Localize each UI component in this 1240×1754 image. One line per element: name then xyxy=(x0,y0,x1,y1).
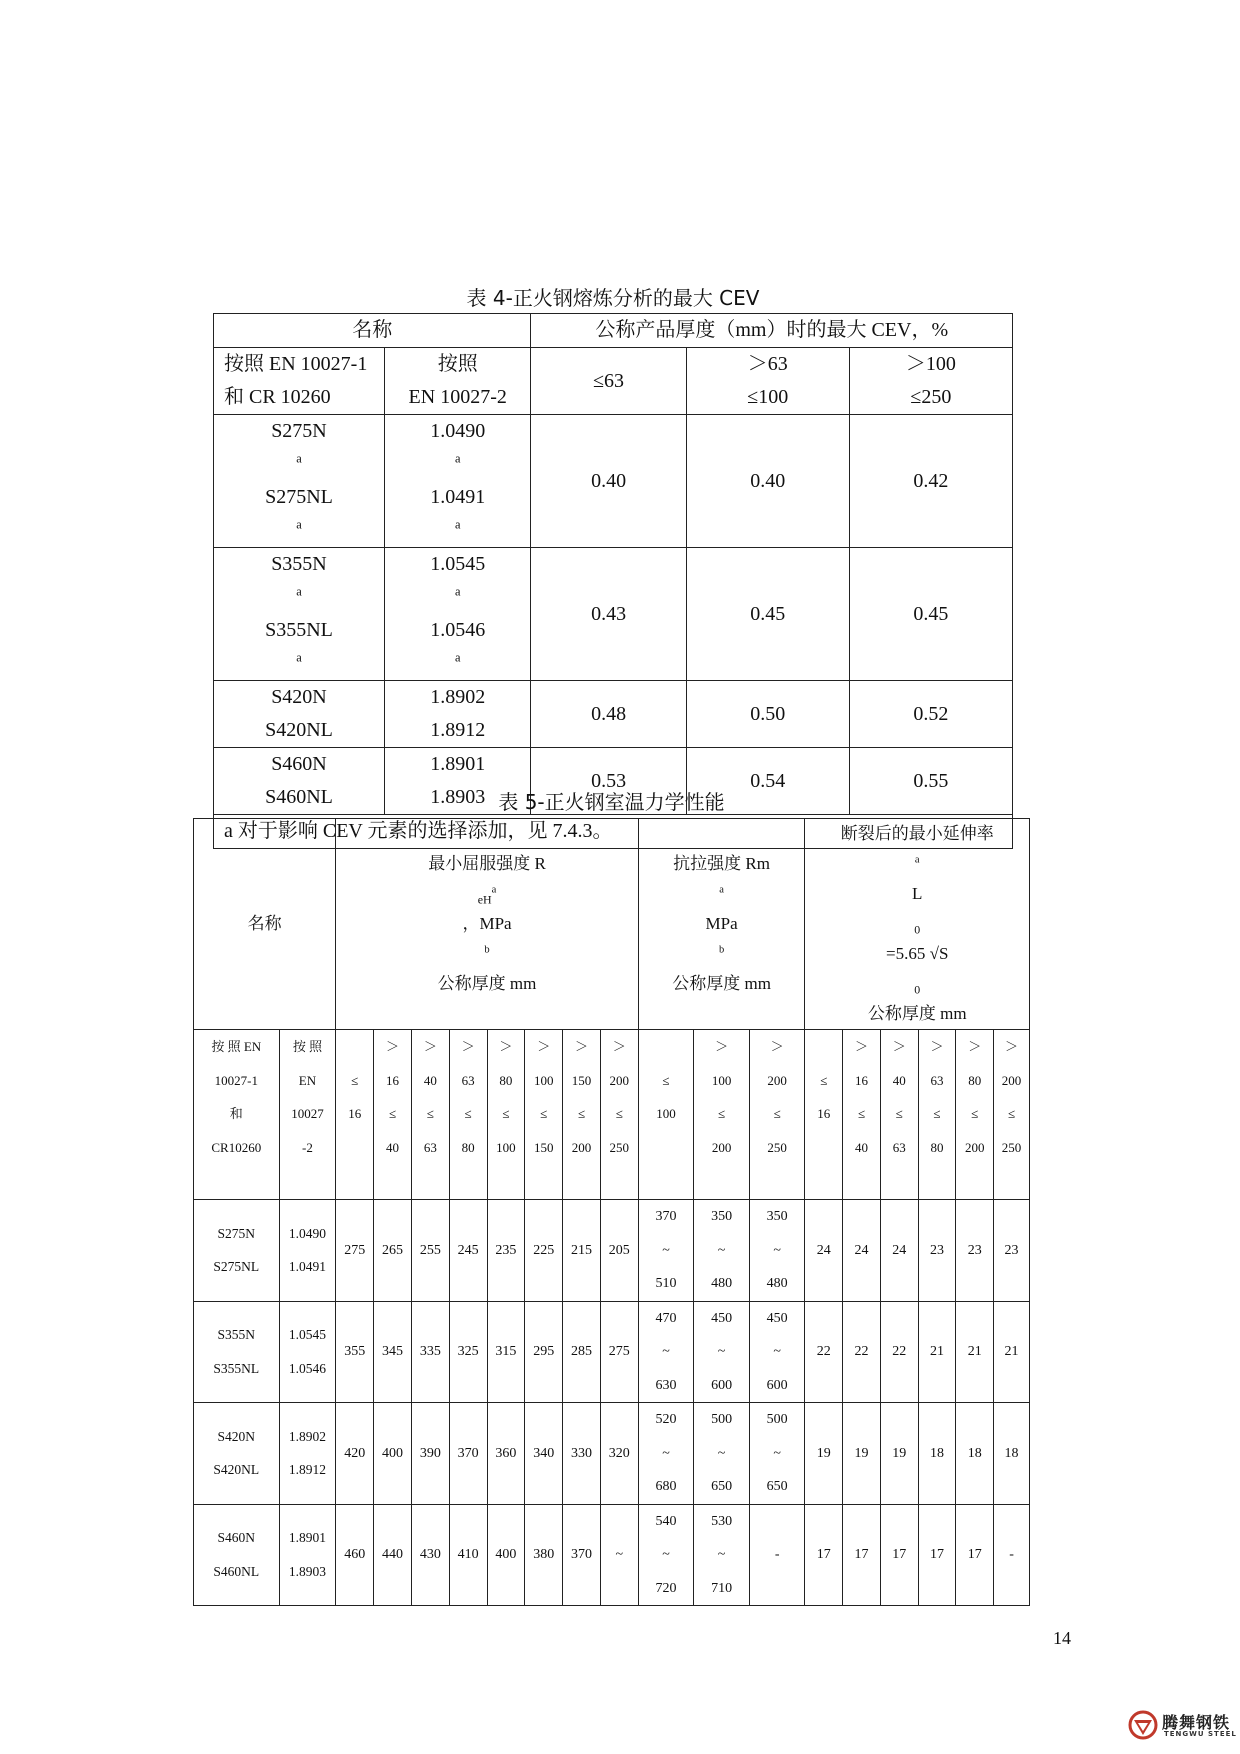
material-number: 1.0546 xyxy=(430,619,486,641)
table4-cev-value: 0.48 xyxy=(531,681,686,748)
table5-elongation-value: 21 xyxy=(994,1301,1030,1403)
grade-name: S355NL xyxy=(265,619,333,641)
table4-grade-names xyxy=(214,681,385,748)
grade-name: S460N xyxy=(217,1530,256,1546)
footnote-mark: a xyxy=(296,650,302,665)
table5-elongation-value: 19 xyxy=(843,1403,881,1505)
table5-elongation-value: 18 xyxy=(994,1403,1030,1505)
table4-sub-c4: ＞63 ≤100 xyxy=(686,348,849,415)
tengwu-logo-icon xyxy=(1128,1710,1158,1740)
table5-yield-value: 345 xyxy=(374,1301,412,1403)
table4-row xyxy=(214,548,1013,681)
table5-elongation-value: 17 xyxy=(880,1504,918,1606)
table5-caption: 表 5-正火钢室温力学性能 xyxy=(498,790,725,814)
footnote-mark: a xyxy=(296,584,302,599)
table5-sub-elong-range: ＞ 80 ≤ 200 xyxy=(956,1030,994,1200)
table4-cev-value: 0.40 xyxy=(531,415,686,548)
table4-caption: 表 4-正火钢熔炼分析的最大 CEV xyxy=(466,286,760,310)
table5-sub-name2: 按 照 EN 10027 -2 xyxy=(279,1030,336,1200)
table5-elongation-value: 23 xyxy=(956,1200,994,1302)
table4-cev-value: 0.50 xyxy=(686,681,849,748)
table5-yield-value: 330 xyxy=(563,1403,601,1505)
material-number: 1.8902 xyxy=(288,1428,326,1444)
table5-yield-value: 235 xyxy=(487,1200,525,1302)
table5-grade-names xyxy=(194,1301,280,1403)
table4-cev-value: 0.54 xyxy=(686,748,849,815)
table5-yield-value: 275 xyxy=(600,1301,638,1403)
table5-sub-tensile-range: ＞ 200 ≤ 250 xyxy=(749,1030,805,1200)
table5-elongation-value: 23 xyxy=(994,1200,1030,1302)
table5-tensile-value: 470 ~ 630 xyxy=(638,1301,694,1403)
table5-material-numbers xyxy=(279,1403,336,1505)
table5-tensile-value: 530 ~ 710 xyxy=(694,1504,750,1606)
table5-sub-yield-range: ≤ 16 xyxy=(336,1030,374,1200)
footnote-mark: a xyxy=(454,584,461,599)
material-number: 1.0490 xyxy=(288,1225,326,1241)
table4-material-numbers xyxy=(384,681,531,748)
table5-yield-value: 245 xyxy=(449,1200,487,1302)
table5-row xyxy=(194,1403,1030,1505)
footnote-mark: a xyxy=(454,650,461,665)
table5-elongation-value: 18 xyxy=(918,1403,956,1505)
table4-sub-c3: ≤63 xyxy=(531,348,686,415)
table4-sub-c5: ＞100 ≤250 xyxy=(849,348,1012,415)
table5-elongation-value: 19 xyxy=(805,1403,843,1505)
table4 xyxy=(213,313,1013,849)
table5-header-name: 名称 xyxy=(194,819,336,1030)
material-number: 1.0545 xyxy=(430,553,486,575)
grade-name: S460NL xyxy=(265,786,333,808)
table4-header-name: 名称 xyxy=(214,314,531,348)
table5-sub-yield-range: ＞ 63 ≤ 80 xyxy=(449,1030,487,1200)
table5-yield-value: 390 xyxy=(411,1403,449,1505)
table4-cev-value: 0.53 xyxy=(531,748,686,815)
table5-elongation-value: 21 xyxy=(956,1301,994,1403)
table5-sub-elong-range: ＞ 200 ≤ 250 xyxy=(994,1030,1030,1200)
material-number: 1.0545 xyxy=(288,1327,326,1343)
material-number: 1.8902 xyxy=(430,686,486,708)
table5-header-yield: 最小屈服强度 R $_{eH}^a$ ，MPa $^b$ 公称厚度 mm xyxy=(336,819,638,1030)
table5-tensile-value: 500 ~ 650 xyxy=(694,1403,750,1505)
footnote-mark: a xyxy=(454,451,461,466)
table5-yield-value: 400 xyxy=(487,1504,525,1606)
table5-yield-value: 400 xyxy=(374,1403,412,1505)
table5-elongation-value: 17 xyxy=(805,1504,843,1606)
table5-yield-value: 355 xyxy=(336,1301,374,1403)
logo-text-en: TENGWU STEEL xyxy=(1164,1730,1237,1738)
table5-tensile-value: 450 ~ 600 xyxy=(749,1301,805,1403)
table5-yield-value: 430 xyxy=(411,1504,449,1606)
table5-grade-names xyxy=(194,1504,280,1606)
table5-elongation-value: 18 xyxy=(956,1403,994,1505)
table5-sub-elong-range: ＞ 16 ≤ 40 xyxy=(843,1030,881,1200)
grade-name: S420N xyxy=(271,686,327,708)
table5-elongation-value: 24 xyxy=(880,1200,918,1302)
footnote-mark: a xyxy=(296,451,302,466)
table5-elongation-value: 17 xyxy=(956,1504,994,1606)
table5-grade-names xyxy=(194,1403,280,1505)
table5-sub-tensile-range: ＞ 100 ≤ 200 xyxy=(694,1030,750,1200)
table5-yield-value: 420 xyxy=(336,1403,374,1505)
table4-grade-names xyxy=(214,415,385,548)
table5-yield-value: 265 xyxy=(374,1200,412,1302)
table5-yield-value: 315 xyxy=(487,1301,525,1403)
footnote-mark: a xyxy=(296,517,302,532)
table5-tensile-value: 350 ~ 480 xyxy=(749,1200,805,1302)
table5-grade-names xyxy=(194,1200,280,1302)
table5-tensile-value: 540 ~ 720 xyxy=(638,1504,694,1606)
grade-name: S355NL xyxy=(213,1360,260,1376)
material-number: 1.8903 xyxy=(288,1563,326,1579)
table5 xyxy=(193,818,1030,1606)
table5-elongation-value: 24 xyxy=(805,1200,843,1302)
table4-grade-names xyxy=(214,548,385,681)
grade-name: S460NL xyxy=(213,1563,260,1579)
table5-yield-value: 205 xyxy=(600,1200,638,1302)
grade-name: S275NL xyxy=(265,486,333,508)
table5-yield-value: 370 xyxy=(563,1504,601,1606)
table5-yield-value: 255 xyxy=(411,1200,449,1302)
table5-elongation-value: 22 xyxy=(843,1301,881,1403)
table4-footnote: a 对于影响 CEV 元素的选择添加，见 7.4.3。 xyxy=(214,815,1013,849)
table5-yield-value: 440 xyxy=(374,1504,412,1606)
table5-sub-yield-range: ＞ 150 ≤ 200 xyxy=(563,1030,601,1200)
table4-cev-value: 0.40 xyxy=(686,415,849,548)
table5-header-tensile: 抗拉强度 Rm $^a$ MPa $^b$ 公称厚度 mm xyxy=(638,819,805,1030)
material-number: 1.0491 xyxy=(430,486,486,508)
table4-row xyxy=(214,681,1013,748)
table4-cev-value: 0.45 xyxy=(849,548,1012,681)
table5-yield-value: ~ xyxy=(600,1504,638,1606)
table5-elongation-value: 22 xyxy=(880,1301,918,1403)
table5-sub-yield-range: ＞ 100 ≤ 150 xyxy=(525,1030,563,1200)
table5-sub-yield-range: ＞ 80 ≤ 100 xyxy=(487,1030,525,1200)
table5-sub-yield-range: ＞ 40 ≤ 63 xyxy=(411,1030,449,1200)
material-number: 1.8912 xyxy=(430,719,486,741)
table4-sub-col2: 按照 EN 10027-2 xyxy=(384,348,531,415)
table5-yield-value: 320 xyxy=(600,1403,638,1505)
table5-tensile-value: 450 ~ 600 xyxy=(694,1301,750,1403)
table5-sub-tensile-range: ≤ 100 xyxy=(638,1030,694,1200)
table5-elongation-value: 22 xyxy=(805,1301,843,1403)
table5-tensile-value: 520 ~ 680 xyxy=(638,1403,694,1505)
table4-cev-value: 0.55 xyxy=(849,748,1012,815)
table5-sub-yield-range: ＞ 16 ≤ 40 xyxy=(374,1030,412,1200)
table5-material-numbers xyxy=(279,1301,336,1403)
table4-header-thickness: 公称产品厚度（mm）时的最大 CEV，% xyxy=(531,314,1013,348)
table5-yield-value: 295 xyxy=(525,1301,563,1403)
table5-tensile-value: 370 ~ 510 xyxy=(638,1200,694,1302)
table5-elongation-value: 23 xyxy=(918,1200,956,1302)
table5-yield-value: 325 xyxy=(449,1301,487,1403)
table4-cev-value: 0.43 xyxy=(531,548,686,681)
table5-tensile-value: 500 ~ 650 xyxy=(749,1403,805,1505)
grade-name: S420NL xyxy=(265,719,333,741)
table5-elongation-value: 19 xyxy=(880,1403,918,1505)
table5-yield-value: 335 xyxy=(411,1301,449,1403)
table5-yield-value: 380 xyxy=(525,1504,563,1606)
table4-cev-value: 0.52 xyxy=(849,681,1012,748)
table5-elongation-value: 17 xyxy=(843,1504,881,1606)
table5-sub-elong-range: ＞ 40 ≤ 63 xyxy=(880,1030,918,1200)
table5-header-elongation: 断裂后的最小延伸率 $^a$ L $_0$ =5.65 √S $_0$ 公称厚度 mm xyxy=(805,819,1030,1030)
grade-name: S420N xyxy=(217,1428,256,1444)
table5-row xyxy=(194,1504,1030,1606)
table4-cev-value: 0.45 xyxy=(686,548,849,681)
table5-tensile-value: 350 ~ 480 xyxy=(694,1200,750,1302)
material-number: 1.0491 xyxy=(288,1259,326,1275)
grade-name: S355N xyxy=(217,1327,256,1343)
page-number: 14 xyxy=(1053,1628,1071,1648)
table5-row xyxy=(194,1200,1030,1302)
table5-sub-name1: 按 照 EN 10027-1 和 CR10260 xyxy=(194,1030,280,1200)
table4-row xyxy=(214,415,1013,548)
table5-yield-value: 410 xyxy=(449,1504,487,1606)
table5-elongation-value: 17 xyxy=(918,1504,956,1606)
material-number: 1.8901 xyxy=(430,753,486,775)
logo-text-cn: 腾舞钢铁 xyxy=(1162,1713,1231,1732)
table5-material-numbers xyxy=(279,1504,336,1606)
table5-yield-value: 370 xyxy=(449,1403,487,1505)
grade-name: S460N xyxy=(271,753,327,775)
table5-sub-elong-range: ＞ 63 ≤ 80 xyxy=(918,1030,956,1200)
grade-name: S275N xyxy=(217,1225,256,1241)
table5-sub-elong-range: ≤ 16 xyxy=(805,1030,843,1200)
table5-yield-value: 215 xyxy=(563,1200,601,1302)
table5-material-numbers xyxy=(279,1200,336,1302)
table4-material-numbers xyxy=(384,548,531,681)
grade-name: S420NL xyxy=(213,1462,260,1478)
table5-yield-value: 460 xyxy=(336,1504,374,1606)
grade-name: S355N xyxy=(271,553,327,575)
table5-elongation-value: 21 xyxy=(918,1301,956,1403)
material-number: 1.0546 xyxy=(288,1360,326,1376)
material-number: 1.8903 xyxy=(430,786,486,808)
table4-cev-value: 0.42 xyxy=(849,415,1012,548)
footnote-mark: a xyxy=(454,517,461,532)
material-number: 1.0490 xyxy=(430,420,486,442)
table5-sub-yield-range: ＞ 200 ≤ 250 xyxy=(600,1030,638,1200)
grade-name: S275NL xyxy=(213,1259,260,1275)
grade-name: S275N xyxy=(271,420,327,442)
table5-yield-value: 340 xyxy=(525,1403,563,1505)
table5-yield-value: 360 xyxy=(487,1403,525,1505)
company-logo xyxy=(1128,1708,1238,1742)
table5-yield-value: 275 xyxy=(336,1200,374,1302)
table5-yield-value: 225 xyxy=(525,1200,563,1302)
table4-sub-col1: 按照 EN 10027-1 和 CR 10260 xyxy=(214,348,385,415)
table5-elongation-value: 24 xyxy=(843,1200,881,1302)
table4-material-numbers xyxy=(384,415,531,548)
table5-tensile-value: - xyxy=(749,1504,805,1606)
table5-yield-value: 285 xyxy=(563,1301,601,1403)
table5-row xyxy=(194,1301,1030,1403)
material-number: 1.8912 xyxy=(288,1462,326,1478)
table5-elongation-value: - xyxy=(994,1504,1030,1606)
material-number: 1.8901 xyxy=(288,1530,326,1546)
